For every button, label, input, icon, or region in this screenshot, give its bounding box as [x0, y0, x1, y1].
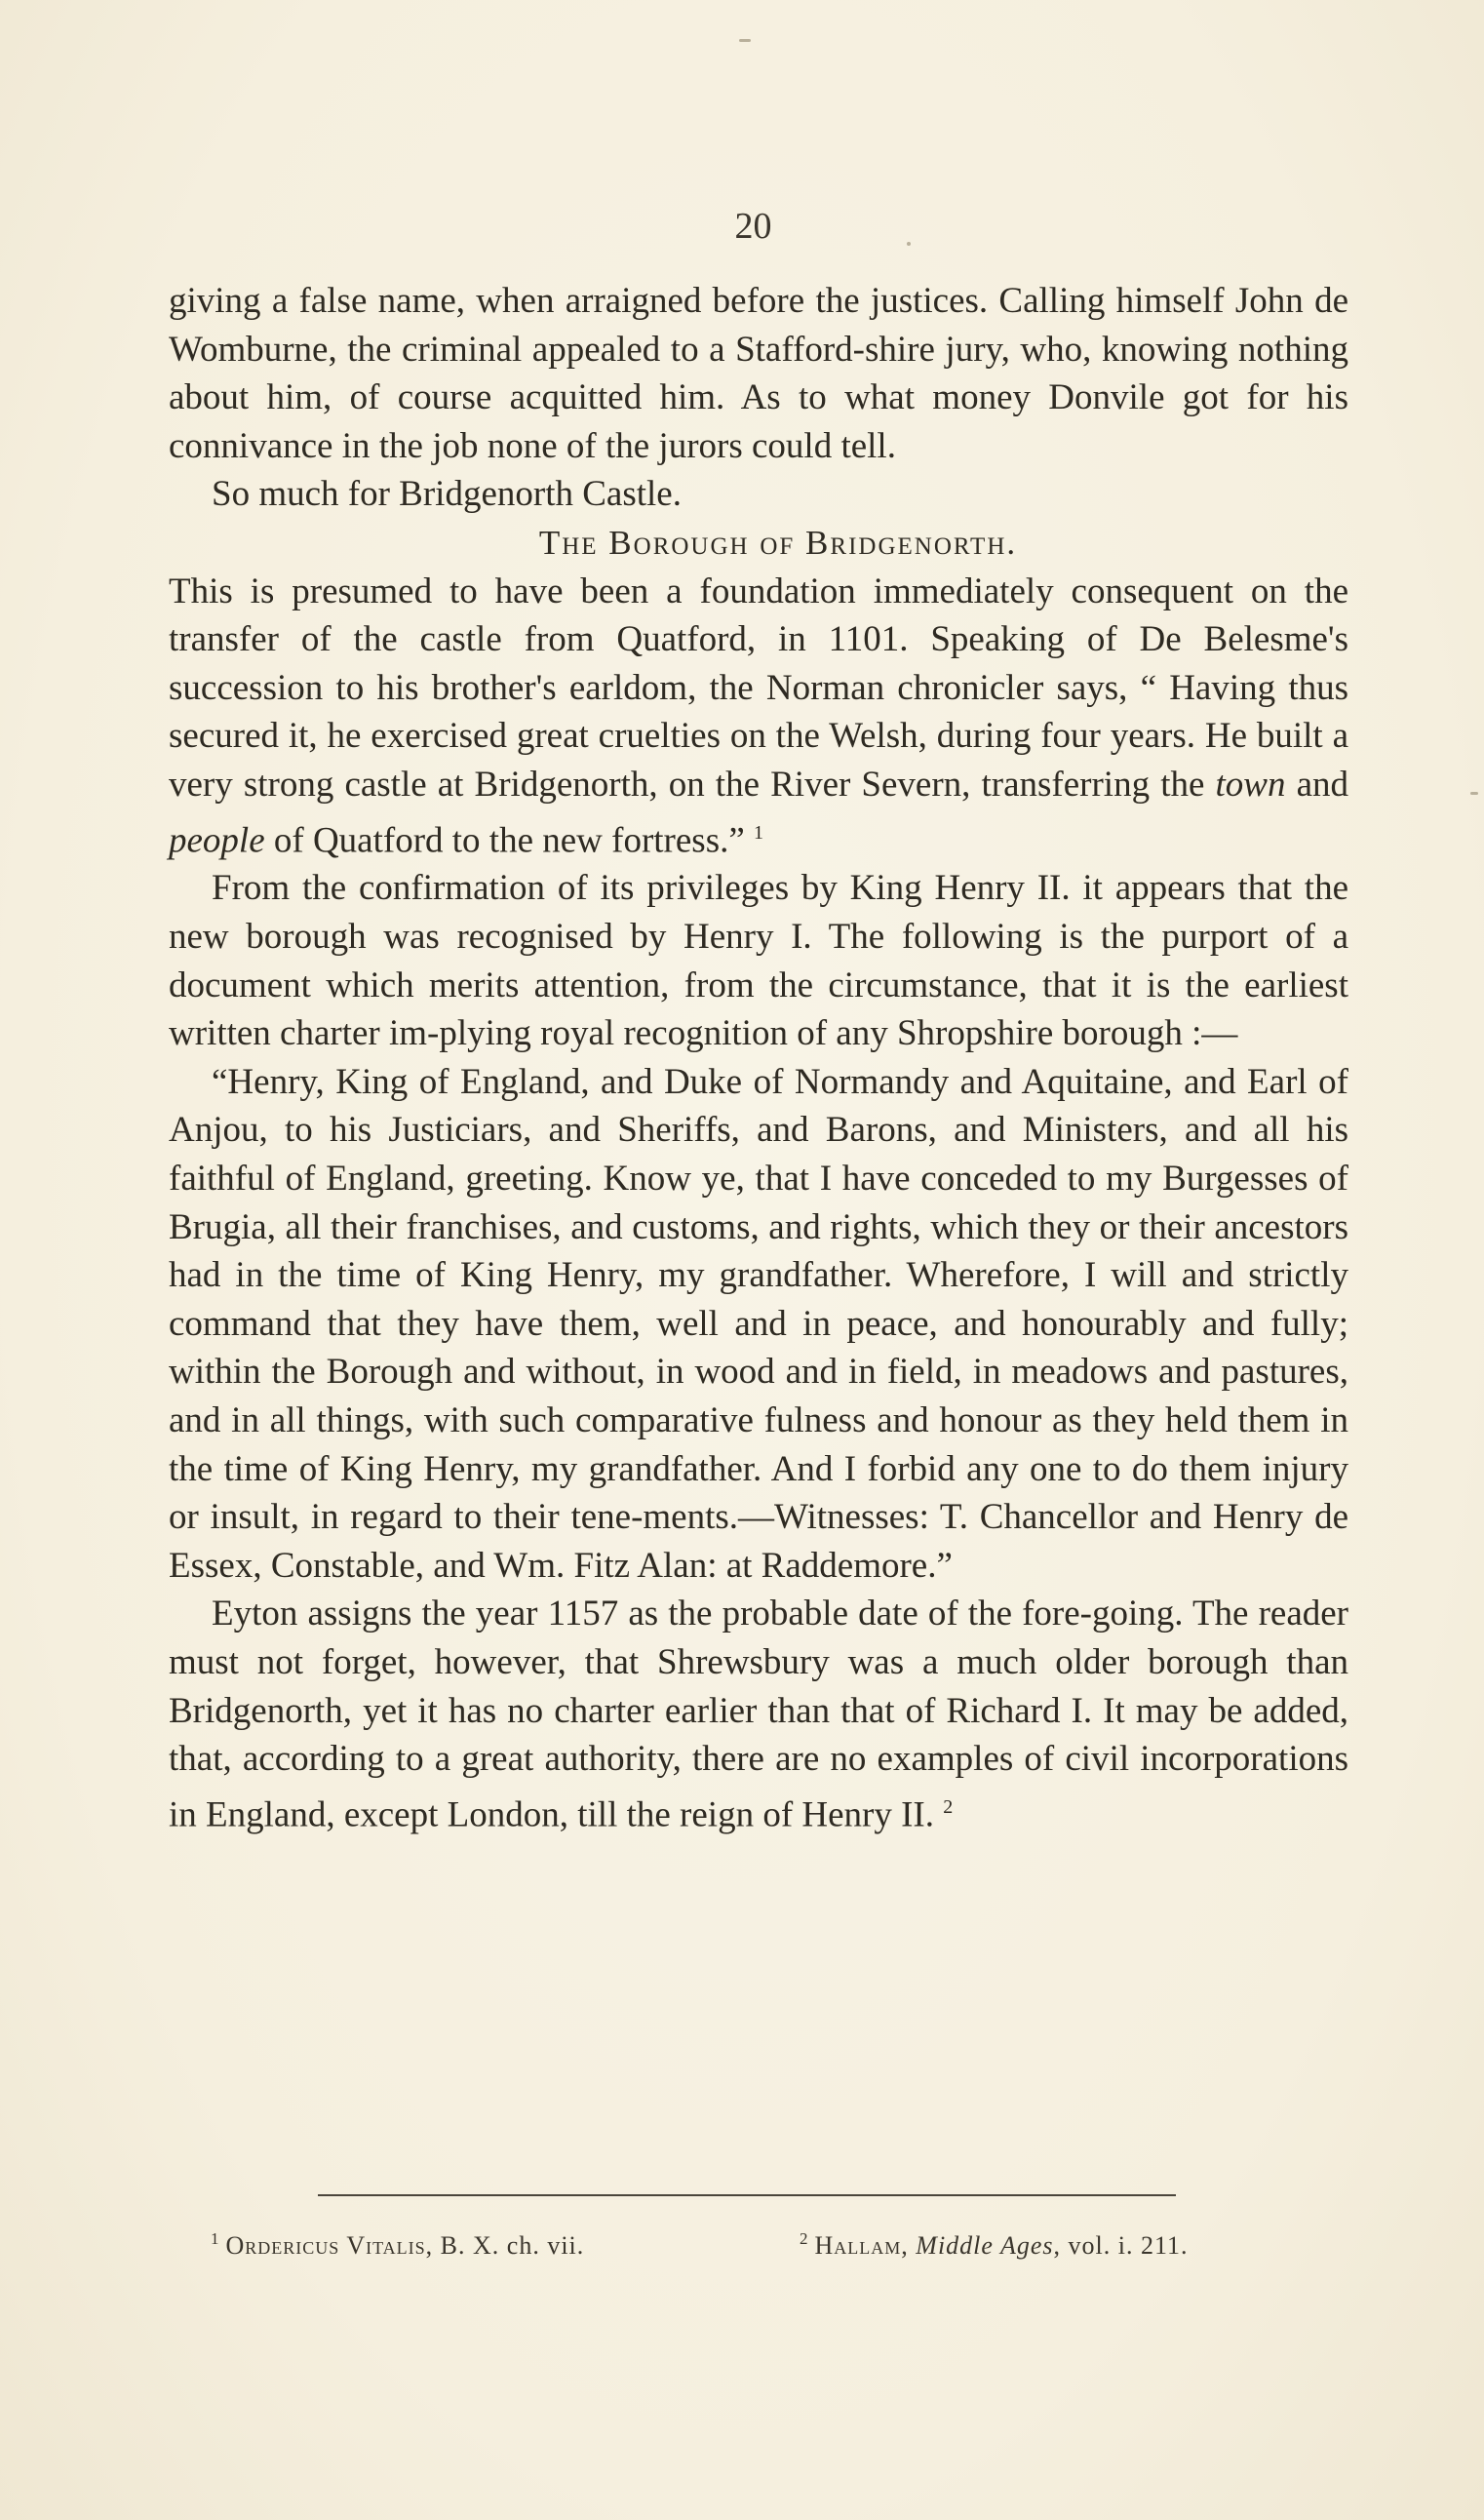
footnote-2-author: Hallam	[814, 2231, 902, 2260]
footnote-1-reference: , B. X. ch. vii.	[425, 2231, 585, 2260]
paragraph-foundation-mid: and	[1285, 764, 1348, 805]
paragraph-confirmation: From the confirmation of its privileges by King Henry II. it appears that the new borough was recognised by Henry I. The following is the purport of a document which merits attention, from the circumstance, that it is the earliest written charter im-plying royal recognition of any Shropshire borough :—	[169, 868, 1348, 1054]
paper-speck	[739, 39, 751, 42]
paragraph-foundation-text: This is presumed to have been a foundation immediately consequent on the transfer of the castle from Quatford, in 1101. Speaking of De Belesme's succession to his brother's earldom, the Norman chronicler says, “ Having thus secured it, he exercised great cruelties on the Welsh, during four years. He built a very strong castle at Bridgenorth, on the River Severn, transferring the	[169, 571, 1348, 805]
emphasis-town: town	[1215, 764, 1286, 805]
footnote-2-number: 2	[800, 2229, 809, 2248]
paper-speck	[1470, 792, 1478, 795]
footnote-ref-2: 2	[943, 1795, 954, 1818]
paragraph-eyton-text: Eyton assigns the year 1157 as the probable date of the fore-going. The reader must not forget, however, that Shrewsbury was a much older borough than Bridgenorth, yet it has no charter earlier than that of Richard I. It may be added, that, according to a great authority, there are no examples of civil incorporations in England, except London, till the reign of Henry II.	[169, 1594, 1348, 1835]
page-number: 20	[734, 206, 772, 247]
footnote-ref-1: 1	[754, 821, 764, 844]
footnote-2-title: Middle Ages	[916, 2231, 1054, 2260]
paragraph-castle-summary: So much for Bridgenorth Castle.	[212, 474, 682, 515]
footnote-2-separator: ,	[901, 2231, 917, 2260]
emphasis-people: people	[169, 819, 265, 860]
footnote-2	[800, 2229, 1188, 2261]
body-text	[169, 277, 1348, 1839]
paragraph-charter-quote: “Henry, King of England, and Duke of Normandy and Aquitaine, and Earl of Anjou, to his Justiciars, and Sheriffs, and Barons, and Ministers, and all his faithful of England, greeting. Know ye, that I have conceded to my Burgesses of Brugia, all their franchises, and customs, and rights, which they or their ancestors had in the time of King Henry, my grandfather. Wherefore, I will and strictly command that they have them, well and in peace, and honourably and fully; within the Borough and without, in wood and in field, in meadows and pastures, and in all things, with such comparative fulness and honour as they held them in the time of King Henry, my grandfather. And I forbid any one to do them injury or insult, in regard to their tene-ments.—Witnesses: T. Chancellor and Henry de Essex, Constable, and Wm. Fitz Alan: at Raddemore.”	[169, 1061, 1348, 1586]
paragraph-foundation	[169, 568, 1348, 865]
footnote-1-number: 1	[211, 2229, 220, 2248]
footnote-divider	[318, 2194, 1176, 2196]
section-heading: The Borough of Bridgenorth.	[538, 523, 1018, 562]
paragraph-continued: giving a false name, when arraigned before the justices. Calling himself John de Womburne, the criminal appealed to a Stafford-shire jury, who, knowing nothing about him, of course acquitted him. As to what money Donvile got for his connivance in the job none of the jurors could tell.	[169, 281, 1348, 466]
paragraph-eyton	[169, 1590, 1348, 1838]
footnote-2-reference: , vol. i. 211.	[1053, 2231, 1189, 2260]
paragraph-foundation-after: of Quatford to the new fortress.”	[264, 819, 755, 860]
paper-speck	[907, 242, 911, 246]
footnote-1	[211, 2229, 584, 2261]
footnote-1-author: Ordericus Vitalis	[225, 2231, 426, 2260]
